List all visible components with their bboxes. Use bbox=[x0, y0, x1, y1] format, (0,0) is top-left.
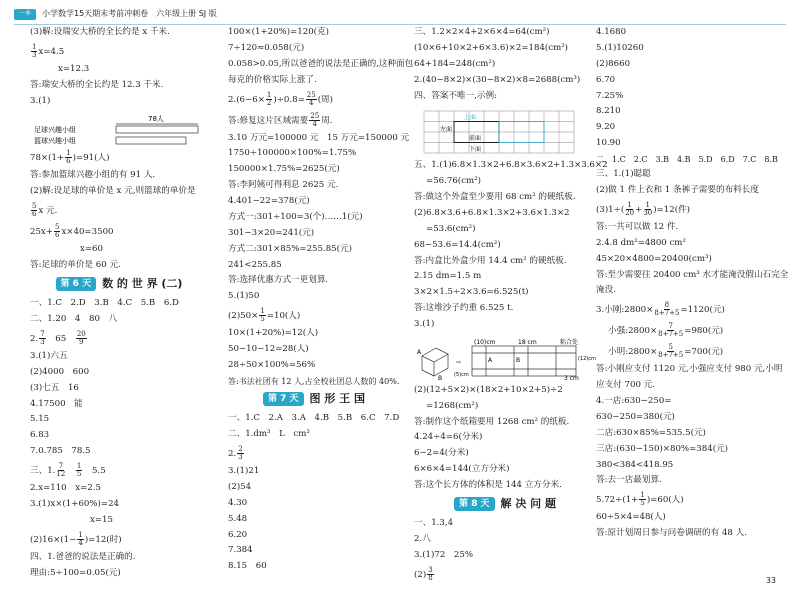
page-number: 33 bbox=[765, 575, 776, 585]
answer-line: 3×2×1.5÷2×3.6=6.525(t) bbox=[414, 287, 529, 298]
answer-line: 100×(1+20%)=120(克) bbox=[228, 27, 329, 37]
answer-line: 2. $\frac{2}{3}$ bbox=[228, 445, 243, 462]
answer-line: 答:做这个外盒至少要用 68 cm² 的硬纸板. bbox=[414, 192, 576, 202]
arrow-icon: ⇨ bbox=[456, 358, 462, 366]
figure-total-label: 78人 bbox=[148, 114, 164, 123]
view-left-label: 左面 bbox=[440, 126, 453, 134]
answer-line: (2)54 bbox=[228, 481, 252, 492]
day-badge: 第 8 天 bbox=[454, 497, 495, 511]
answer-line: 150000×1.75%=2625(元) bbox=[228, 164, 340, 175]
day-title: 数 的 世 界 (二) bbox=[102, 276, 183, 290]
answer-line: 三、1.2×2×4+2×6×4=64(cm²) bbox=[414, 27, 550, 37]
dim-label-3: 3 cm bbox=[564, 374, 579, 382]
answer-line: 6−2=4(分米) bbox=[414, 448, 469, 459]
answer-line: 60÷5×4=48(人) bbox=[596, 512, 666, 523]
box-side bbox=[434, 354, 448, 376]
column-1 bbox=[30, 28, 208, 584]
answer-line: (2)6.8×3.6+6.8×1.3×2+3.6×1.3×2 bbox=[414, 207, 570, 218]
answer-line: 4.30 bbox=[228, 497, 248, 508]
answer-line: 3.10 万元=100000 元 15 万元=150000 元 bbox=[228, 132, 410, 143]
answer-line: 8.15 60 bbox=[228, 561, 267, 572]
answer-line: (2)50× $\frac{1}{5}$ =10(人) bbox=[228, 307, 301, 324]
box-label-b: B bbox=[438, 374, 443, 382]
answer-line: 答:去一店最划算. bbox=[596, 475, 662, 486]
answer-line: 4.24÷4=6(分米) bbox=[414, 432, 483, 443]
day-title: 图 形 王 国 bbox=[309, 391, 366, 405]
answer-line: =1268(cm²) bbox=[426, 400, 479, 411]
answer-line: 三、1. $\frac{7}{12}$ $\frac{1}{5}$ 5.5 bbox=[30, 462, 106, 479]
answer-line: 答:至少需要往 20400 cm³ 水才能淹没假山石完全 bbox=[596, 269, 789, 280]
answer-line: 2.x=110 x=2.5 bbox=[30, 483, 101, 494]
answer-line: =56.76(cm²) bbox=[426, 176, 481, 187]
answer-line: 3.(1)72 25% bbox=[414, 549, 474, 560]
answer-line: (2)解:设足球的单价是 x 元,则篮球的单价是 bbox=[30, 186, 196, 197]
day-badge: 第 6 天 bbox=[56, 277, 97, 291]
answer-line: 50−10−12=28(人) bbox=[228, 344, 309, 354]
day-7-heading bbox=[228, 392, 400, 406]
answer-line: 6.70 bbox=[596, 74, 616, 85]
answer-line: 68−53.6=14.4(cm²) bbox=[414, 239, 501, 250]
answer-line: 三店:(630−150)×80%=384(元) bbox=[596, 443, 728, 454]
answer-line: 3.(1) bbox=[414, 319, 435, 329]
answer-line: (2) $\frac{3}{8}$ bbox=[414, 565, 433, 582]
answer-line: 3.小刚:2800× $\frac{8}{8+7+5}$ =1120(元) bbox=[596, 301, 725, 318]
answer-line: 答:选择优惠方式一更划算. bbox=[228, 275, 329, 286]
answer-line: 4.一店:630−250= bbox=[596, 396, 672, 407]
day-badge: 第 7 天 bbox=[263, 392, 304, 406]
answer-line: 630−250=380(元) bbox=[596, 411, 675, 422]
answer-line: (2)(12+5×2)×(18×2+10×2+5)÷2 bbox=[414, 384, 563, 395]
view-bottom-label: 下面 bbox=[469, 146, 482, 154]
answer-line: 4.17500 能 bbox=[30, 398, 83, 409]
answer-line: 答:小刚应支付 1120 元,小强应支付 980 元,小明 bbox=[596, 364, 783, 375]
header-title: 小学数学15天期末考前冲刺卷 六年级上册 SJ 版 bbox=[42, 9, 217, 19]
answer-line: 8.210 bbox=[596, 106, 621, 117]
views-grid-figure bbox=[414, 107, 584, 157]
answer-line: 1750÷100000×100%=1.75% bbox=[228, 148, 357, 159]
answer-line: 答:这堆沙子约重 6.525 t. bbox=[414, 303, 514, 314]
answer-line: 3.(1)x×(1+60%)=24 bbox=[30, 498, 120, 509]
figure-bar-basketball bbox=[116, 137, 186, 144]
answer-line: 一、1.C 2.A 3.A 4.B 5.B 6.C 7.D bbox=[228, 413, 400, 424]
box-net-figure bbox=[414, 336, 596, 382]
box-label-a: A bbox=[417, 348, 422, 356]
answer-line: 7.0.785 78.5 bbox=[30, 446, 91, 457]
answer-line: 5.(1)10260 bbox=[596, 42, 644, 53]
answer-line: 一、1.3,4 bbox=[414, 518, 454, 529]
answer-line: 二、1.20 4 80 八 bbox=[30, 314, 118, 325]
answer-line: 五、1.(1)6.8×1.3×2+6.8×3.6×2+1.3×3.6×2 bbox=[414, 160, 608, 171]
answer-line: x=12.3 bbox=[58, 63, 90, 74]
answer-line: 6×6×4=144(立方分米) bbox=[414, 464, 510, 475]
answer-line: 78×(1+ $\frac{1}{6}$ )=91(人) bbox=[30, 149, 110, 166]
series-logo: 一本 bbox=[14, 9, 36, 20]
answer-line: (10×6+10×2+6×3.6)×2=184(cm²) bbox=[414, 42, 569, 53]
answer-line: 45×20×4800=20400(cm³) bbox=[596, 253, 712, 264]
figure-label-basketball: 篮球兴趣小组 bbox=[34, 136, 76, 145]
answer-line: (3)七五 16 bbox=[30, 382, 79, 393]
answer-line: 方式一:301÷100=3(个)……1(元) bbox=[228, 211, 363, 222]
answer-line: 淹没. bbox=[596, 285, 616, 296]
answer-line: 5.48 bbox=[228, 513, 248, 524]
answer-line: 2.4.8 dm²=4800 cm² bbox=[596, 237, 686, 248]
answer-line: 2.八 bbox=[414, 534, 431, 545]
answer-line: 2.(6−6× $\frac{1}{2}$ )÷0.8= $\frac{25}{4}$ (周) bbox=[228, 90, 334, 107]
dim-label-5: (5)cm bbox=[454, 371, 469, 378]
answer-line: (2)8660 bbox=[596, 58, 631, 69]
answer-line: 答:李阿姨可得利息 2625 元. bbox=[228, 180, 339, 191]
answer-line: 10.90 bbox=[596, 138, 621, 149]
answer-line: 一、1.C 2.D 3.B 4.C 5.B 6.D bbox=[30, 298, 179, 309]
glue-label: 粘合处 bbox=[560, 338, 579, 346]
answer-line: (2)4000 600 bbox=[30, 366, 90, 377]
figure-label-football: 足球兴趣小组 bbox=[34, 125, 76, 134]
dim-label-18: 18 cm bbox=[518, 338, 537, 346]
answer-line: 3.(1)六五 bbox=[30, 350, 68, 361]
answer-line: 每克的价格实际上涨了. bbox=[228, 74, 317, 85]
answer-line: 答:书法社团有 12 人,占全校社团总人数的 40%. bbox=[228, 376, 400, 386]
answer-line: 答:修复这片区域需要 $\frac{25}{4}$ 周. bbox=[228, 111, 333, 128]
view-top-label: 上面 bbox=[464, 114, 477, 122]
day-title: 解 决 问 题 bbox=[500, 496, 557, 510]
answer-line: 7.25% bbox=[596, 90, 624, 101]
answer-line: 答:制作这个纸箱要用 1268 cm² 的纸板. bbox=[414, 416, 570, 427]
answer-line: 7÷120≈0.058(元) bbox=[228, 42, 305, 53]
answer-line: x=60 bbox=[80, 244, 103, 255]
view-front-label: 前面 bbox=[469, 135, 482, 143]
answer-line: $\frac{5}{6}$ x 元. bbox=[32, 202, 58, 219]
answer-line: (3)1÷( $\frac{1}{20}$ + $\frac{1}{30}$ )=12(件) bbox=[596, 200, 691, 217]
column-4 bbox=[596, 27, 789, 545]
net-label-b: B bbox=[516, 356, 521, 364]
answer-line: 25x+ $\frac{5}{6}$ x×40=3500 bbox=[30, 223, 114, 240]
answer-line: 2.(40−8×2)×(30−8×2)×8=2688(cm³) bbox=[414, 74, 581, 85]
answer-line: 380<384<418.95 bbox=[596, 459, 674, 470]
answer-line: 2.15 dm=1.5 m bbox=[414, 271, 482, 282]
answer-line: 301−3×20=241(元) bbox=[228, 227, 315, 238]
day-8-heading bbox=[414, 497, 596, 511]
answer-line: 241<255.85 bbox=[228, 259, 282, 270]
dim-label-10: (10)cm bbox=[474, 338, 496, 346]
answer-line: 应支付 700 元. bbox=[596, 380, 655, 391]
answer-line: 四、1.爸爸的说法是正确的. bbox=[30, 551, 136, 562]
answer-line: 答:内盒比外盒少用 14.4 cm² 的硬纸板. bbox=[414, 255, 567, 266]
answer-line: 二、1.dm³ L cm³ bbox=[228, 429, 310, 440]
bar-model-figure bbox=[30, 113, 208, 147]
answer-line: 3.(1) bbox=[30, 95, 51, 106]
answer-line: (3)解:设瑞安大桥的全长约是 x 千米. bbox=[30, 27, 170, 37]
answer-line: 7.384 bbox=[228, 545, 253, 556]
answer-line: 0.058>0.05,所以爸爸的说法是正确的,这种面包 bbox=[228, 58, 414, 69]
column-2 bbox=[228, 27, 414, 578]
day-6-heading bbox=[30, 277, 208, 291]
answer-line: 答:瑞安大桥的全长约是 12.3 千米. bbox=[30, 79, 164, 90]
dim-label-12: (12)cm bbox=[578, 355, 596, 362]
answer-line: =53.6(cm²) bbox=[426, 223, 476, 234]
answer-line: 小强:2800× $\frac{7}{8+7+5}$ =980(元) bbox=[608, 322, 724, 339]
page-header bbox=[14, 6, 217, 22]
answer-line: 4.401−22=378(元) bbox=[228, 196, 310, 206]
header-divider bbox=[14, 24, 786, 25]
answer-line: $\frac{1}{3}$ x=4.5 bbox=[32, 42, 65, 59]
answer-line: 理由:5÷100=0.05(元) bbox=[30, 567, 121, 578]
answer-line: 小明:2800× $\frac{5}{8+7+5}$ =700(元) bbox=[608, 343, 724, 360]
answer-line: 5.(1)50 bbox=[228, 291, 260, 302]
answer-line: 2. $\frac{7}{3}$ 65 $\frac{20}{9}$ bbox=[30, 329, 86, 346]
answer-line: 二、1.C 2.C 3.B 4.B 5.D 6.D 7.C 8.B bbox=[596, 155, 778, 164]
answer-line: 答:这个长方体的体积是 144 立方分米. bbox=[414, 480, 562, 490]
answer-line: 9.20 bbox=[596, 122, 616, 133]
answer-line: 方式二:301×85%=255.85(元) bbox=[228, 243, 352, 254]
answer-line: 答:足球的单价是 60 元. bbox=[30, 260, 121, 270]
fraction: $\frac{1}{3}$ bbox=[32, 42, 37, 59]
answer-line: 6.20 bbox=[228, 529, 248, 540]
answer-line: 3.(1)21 bbox=[228, 466, 260, 477]
answer-line: 二店:630×85%=535.5(元) bbox=[596, 427, 706, 438]
answer-line: 28÷50×100%=56% bbox=[228, 359, 316, 370]
answer-line: (2)做 1 件上衣和 1 条裤子需要的布料长度 bbox=[596, 185, 759, 196]
answer-line: 四、答案不唯一,示例: bbox=[414, 90, 497, 101]
net-label-a: A bbox=[488, 356, 493, 364]
answer-line: (2)16×(1− $\frac{1}{4}$ )=12(时) bbox=[30, 530, 122, 547]
answer-line: 64+184=248(cm²) bbox=[414, 58, 496, 69]
answer-line: 答:原计划周日参与问卷调研的有 48 人. bbox=[596, 528, 747, 539]
answer-line: x=15 bbox=[90, 514, 113, 525]
answer-line: 10×(1+20%)=12(人) bbox=[228, 328, 319, 339]
answer-line: 三、1.(1)聪聪 bbox=[596, 169, 651, 180]
answer-line: 6.83 bbox=[30, 430, 50, 441]
answer-line: 答:一共可以做 12 件. bbox=[596, 221, 679, 232]
figure-bar-football bbox=[116, 126, 198, 133]
answer-line: 4.1680 bbox=[596, 27, 627, 37]
answer-line: 答:参加篮球兴趣小组的有 91 人. bbox=[30, 170, 156, 181]
answer-line: 5.15 bbox=[30, 414, 50, 425]
answer-line: 5.72÷(1+ $\frac{1}{5}$ )=60(人) bbox=[596, 491, 684, 508]
box-top bbox=[422, 348, 448, 362]
